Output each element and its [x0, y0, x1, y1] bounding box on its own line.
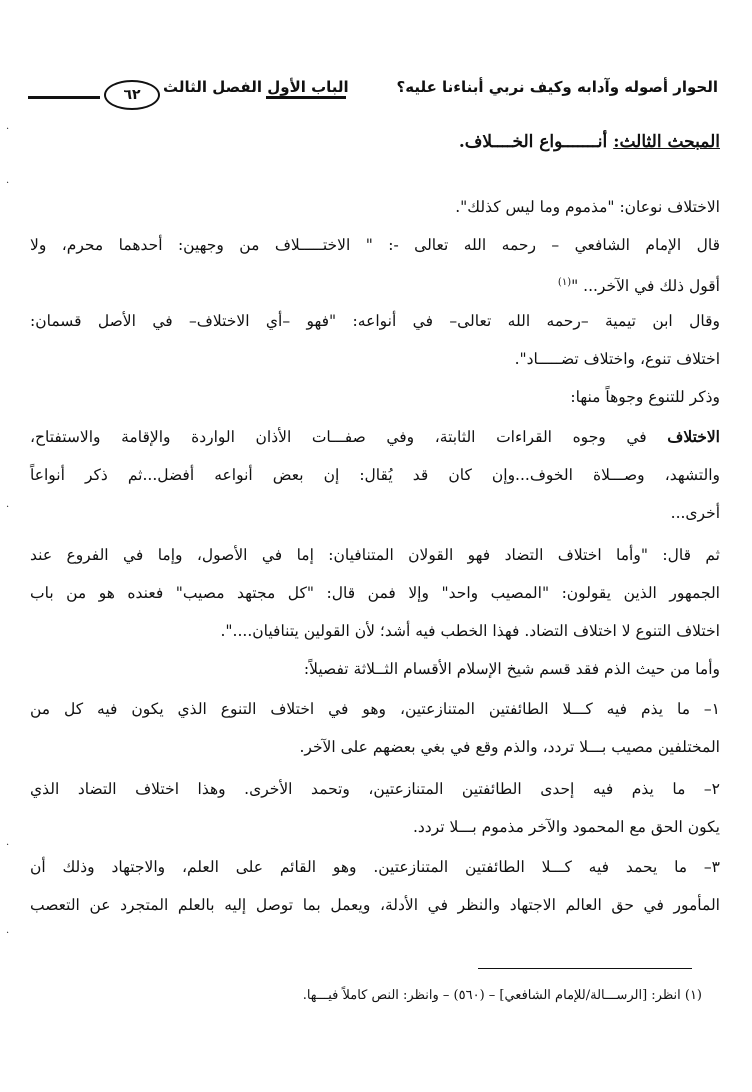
header-rule-left	[28, 96, 100, 99]
margin-mark: ·	[6, 178, 10, 189]
section-heading	[459, 132, 720, 152]
body-line-7-text: في وجوه القراءات الثابتة، وفي صفـــات الأذان الواردة والإقامة والاستفتاح،	[30, 428, 647, 446]
body-line-8: والتشهد، وصـــلاة الخوف...وإن كان قد يُقال: إن بعض أنواعه أفضل...ثم ذكر أنواعاً	[30, 466, 720, 484]
body-line-1: الاختلاف نوعان: "مذموم وما ليس كذلك".	[455, 198, 720, 216]
body-line-12: اختلاف التنوع لا اختلاف التضاد. فهذا الخطب فيه أشد؛ لأن القولين يتنافيان....".	[220, 622, 720, 640]
body-line-13: وأما من حيث الذم فقد قسم شيخ الإسلام الأقسام الثــلاثة تفصيلاً:	[303, 660, 720, 678]
page-number: ٦٢	[104, 80, 160, 110]
body-line-2: قال الإمام الشافعي – رحمه الله تعالى -: " الاختـــــلاف من وجهين: أحدهما محرم، ولا	[30, 236, 720, 254]
margin-mark: ·	[6, 928, 10, 939]
body-line-9: أخرى...	[670, 504, 720, 522]
body-line-6: وذكر للتنوع وجوهاً منها:	[570, 388, 720, 406]
footnote-separator	[478, 968, 692, 969]
body-line-15: المختلفين مصيب بـــلا تردد، والذم وقع في بغي بعضهم على الآخر.	[299, 738, 720, 756]
body-line-7	[30, 426, 720, 448]
body-line-4: وقال ابن تيمية –رحمه الله تعالى– في أنواعه: "فهو –أي الاختلاف– في الأصل قسمان:	[30, 312, 721, 330]
header-rule-middle	[266, 96, 346, 99]
running-header	[28, 74, 718, 110]
body-line-3-text: أقول ذلك في الآخر... "	[571, 277, 720, 296]
body-line-11: الجمهور الذين يقولون: "المصيب واحد" وإلا فمن قال: "كل مجتهد مصيب" فعنده هو من باب	[30, 584, 720, 602]
body-line-3	[30, 272, 720, 297]
footnote: (١) انظر: [الرســـالة/للإمام الشافعي] – (٥٦٠) – وانظر: النص كاملاً فيـــها.	[302, 988, 702, 1003]
book-title: الحوار أصوله وآدابه وكيف نربي أبناءنا عليه؟	[396, 78, 718, 96]
body-line-16: ٢– ما يذم فيه إحدى الطائفتين المتنازعتين، وتحمد الأخرى. وهذا اختلاف التضاد الذي	[30, 780, 720, 798]
body-line-17: يكون الحق مع المحمود والآخر مذموم بـــلا تردد.	[412, 818, 720, 836]
chapter-title: الباب الأول الفصل الثالث	[163, 78, 349, 96]
body-line-18: ٣– ما يحمد فيه كـــلا الطائفتين المتنازعتين. وهو القائم على العلم، والاجتهاد وذلك أن	[30, 858, 720, 876]
bold-term: الاختلاف	[667, 427, 720, 446]
margin-mark: ·	[6, 502, 10, 513]
section-title: أنـــــــواع الخــــلاف.	[458, 132, 608, 152]
body-line-19: المأمور في حق العالم الاجتهاد والنظر في الأدلة، ويعمل بما توصل إليه بالعلم المتجرد عن التعصب	[30, 896, 720, 914]
body-line-14: ١– ما يذم فيه كـــلا الطائفتين المتنازعتين، وهو في اختلاف التنوع الذي يكون فيه كل من	[30, 700, 720, 718]
margin-mark: ·	[6, 124, 10, 135]
footnote-ref: (١)	[557, 277, 572, 288]
margin-mark: ·	[6, 840, 10, 851]
body-line-5: اختلاف تنوع، واختلاف تضـــــاد".	[514, 350, 720, 368]
body-line-10: ثم قال: "وأما اختلاف التضاد فهو القولان المتنافيان: إما في الأصول، وإما في الفروع عند	[30, 546, 720, 564]
section-label: المبحث الثالث:	[613, 132, 720, 152]
